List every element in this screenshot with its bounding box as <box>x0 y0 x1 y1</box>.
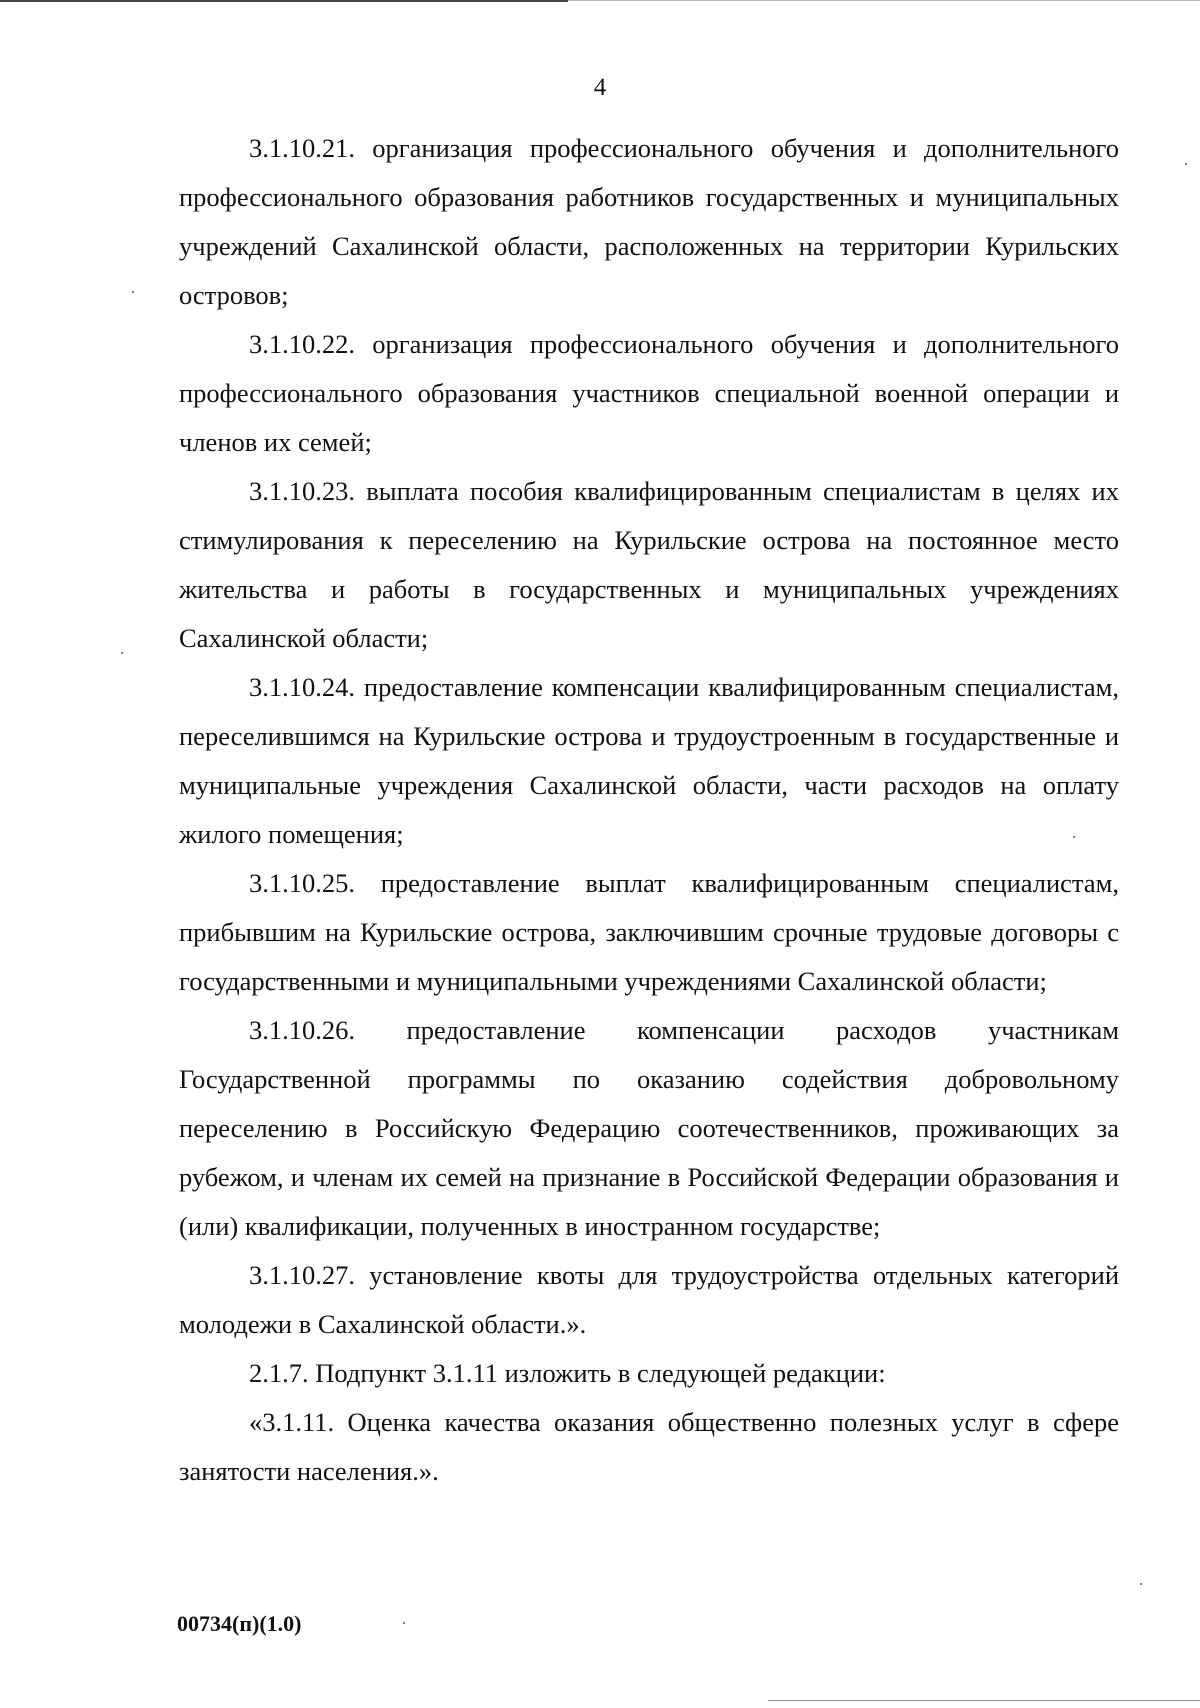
paragraph-3-1-10-21: 3.1.10.21. организация профессионального обучения и дополнительного профессионального образования работников государственных и муниципальных учреждений Сахалинской области, расположенных на территории Курильских островов; <box>179 133 1119 310</box>
scan-speck <box>1185 163 1187 165</box>
paragraph-2-1-7: 2.1.7. Подпункт 3.1.11 изложить в следующей редакции: <box>249 1358 886 1388</box>
paragraph-3-1-10-24: 3.1.10.24. предоставление компенсации квалифицированным специалистам, переселившимся на Курильские острова и трудоустроенным в государственные и муниципальные учреждения Сахалинской области, части расходов на оплату жилого помещения; <box>179 672 1119 849</box>
scan-edge-bottom <box>768 1700 1200 1701</box>
document-body <box>179 124 1119 1496</box>
scan-speck <box>403 1622 405 1624</box>
paragraph-3-1-10-22: 3.1.10.22. организация профессионального обучения и дополнительного профессионального образования участников специальной военной операции и членов их семей; <box>179 329 1119 457</box>
paragraph-3-1-10-26: 3.1.10.26. предоставление компенсации расходов участникам Государственной программы по оказанию содействия добровольному переселению в Российскую Федерацию соотечественников, проживающих за рубежом, и членам их семей на признание в Российской Федерации образования и (или) квалификации, полученных в иностранном государстве; <box>179 1015 1119 1241</box>
paragraph-3-1-11: «3.1.11. Оценка качества оказания общественно полезных услуг в сфере занятости населения.». <box>179 1407 1119 1486</box>
scan-speck <box>1073 836 1075 838</box>
scan-speck <box>132 291 134 293</box>
document-code: 00734(п)(1.0) <box>177 1611 302 1636</box>
scan-speck <box>121 652 123 654</box>
scan-edge-top-faint <box>568 0 1200 1</box>
paragraph-3-1-10-23: 3.1.10.23. выплата пособия квалифицированным специалистам в целях их стимулирования к переселению на Курильские острова на постоянное место жительства и работы в государственных и муниципальных учреждениях Сахалинской области; <box>179 476 1119 653</box>
page-number: 4 <box>593 74 607 101</box>
paragraph-3-1-10-25: 3.1.10.25. предоставление выплат квалифицированным специалистам, прибывшим на Курильские острова, заключившим срочные трудовые договоры с государственными и муниципальными учреждениями Сахалинской области; <box>179 868 1119 996</box>
scan-speck <box>1140 1583 1142 1585</box>
scan-edge-top <box>0 0 568 2</box>
paragraph-3-1-10-27: 3.1.10.27. установление квоты для трудоустройства отдельных категорий молодежи в Сахалинской области.». <box>179 1260 1119 1339</box>
